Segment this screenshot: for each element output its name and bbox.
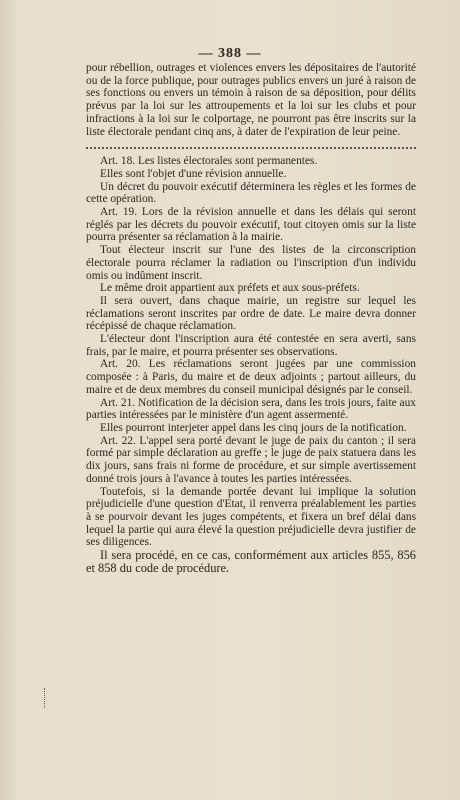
paragraph: Toutefois, si la demande portée devant lui implique la solution préjudicielle d'une question d'Etat, il renverra préalablement les parties à se pourvoir devant les juges compétents, et fixera un bref délai dans lequel la partie qui aura élevé la question préjudicielle devra justifier de ses diligences. (86, 485, 416, 549)
paper-mark (44, 688, 47, 708)
paragraph-art-19: Art. 19. Lors de la révision annuelle et dans les délais qui seront réglés par les décrets du pouvoir exécutif, tout citoyen omis sur la liste pourra présenter sa réclamation à la mairie. (86, 206, 416, 244)
paragraph-art-20: Art. 20. Les réclamations seront jugées par une commission composée : à Paris, du maire et de deux adjoints ; partout ailleurs, du maire et de deux membres du conseil municipal désignés par le conseil. (86, 358, 416, 396)
paragraph: Un décret du pouvoir exécutif déterminera les règles et les formes de cette opération. (86, 180, 416, 206)
page-number: — 388 — (198, 46, 262, 61)
page-body (86, 62, 416, 574)
continuation-paragraph: pour rébellion, outrages et violences envers les dépositaires de l'autorité ou de la force publique, pour outrages publics envers un juré à raison de ses fonctions ou envers un témoin à raison de sa déposition, pour délits prévus par la loi sur les attroupements et la loi sur les clubs et pour infractions à la loi sur le colportage, ne pourront pas être inscrits sur la liste électorale pendant cinq ans, à dater de l'expiration de leur peine. (86, 62, 416, 138)
paragraph: Elles pourront interjeter appel dans les cinq jours de la notification. (100, 421, 407, 434)
paragraph-final: Il sera procédé, en ce cas, conformément aux articles 855, 856 et 858 du code de procédure. (86, 548, 416, 575)
paragraph: L'électeur dont l'inscription aura été contestée en sera averti, sans frais, par le maire, et pourra présenter ses observations. (86, 333, 416, 358)
paragraph-art-22: Art. 22. L'appel sera porté devant le juge de paix du canton ; il sera formé par simple déclaration au greffe ; le juge de paix statuera dans les dix jours, sans frais ni forme de procédure, et sur simple avertissement donné trois jours à l'avance à toutes les parties intéressées. (86, 434, 416, 485)
paragraph-art-21: Art. 21. Notification de la décision sera, dans les trois jours, faite aux parties intéressées par le ministère d'un agent assermenté. (86, 396, 416, 422)
paragraph: Tout électeur inscrit sur l'une des listes de la circonscription électorale pourra réclamer la radiation ou l'inscription d'un individu omis ou indûment inscrit. (86, 244, 416, 282)
paragraph: Le même droit appartient aux préfets et aux sous-préfets. (100, 282, 360, 295)
dotted-separator (86, 137, 416, 149)
paragraph-art-18: Art. 18. Les listes électorales sont permanentes. (100, 155, 318, 168)
paragraph: Il sera ouvert, dans chaque mairie, un registre sur lequel les réclamations seront inscrites par ordre de date. Le maire devra donner récépissé de chaque réclamation. (86, 294, 416, 333)
paragraph: Elles sont l'objet d'une révision annuelle. (100, 167, 287, 180)
